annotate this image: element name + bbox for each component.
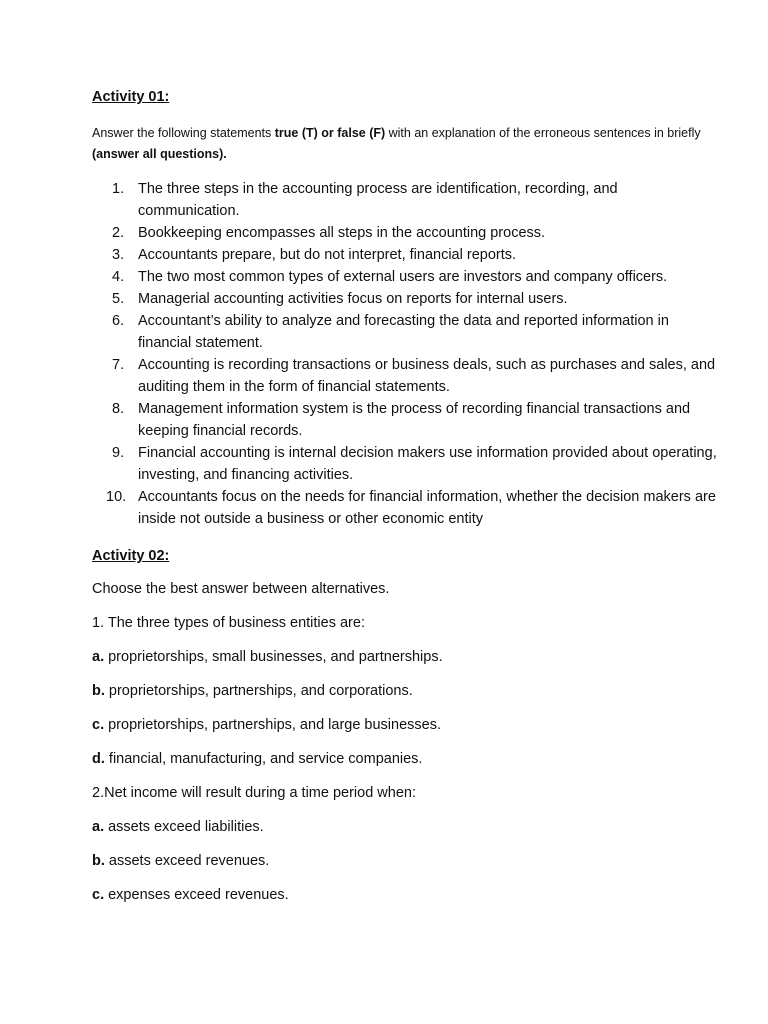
statement-number: 7. (112, 357, 125, 373)
statement-text: Management information system is the process of recording financial transactions and keeping financial records. (138, 401, 691, 439)
statement-text: The three steps in the accounting process are identification, recording, and communication. (138, 181, 618, 219)
statement-number: 9. (112, 445, 125, 461)
statement-number: 3. (112, 247, 125, 263)
statement-number: 1. (112, 181, 125, 197)
statement-item (92, 266, 722, 288)
statement-item (92, 178, 722, 222)
instruction-text: Answer the following statements (92, 126, 275, 140)
statement-item (92, 398, 722, 442)
statement-text: Accountants prepare, but do not interpret, financial reports. (138, 247, 517, 263)
option-text: proprietorships, partnerships, and corporations. (104, 683, 413, 699)
option-letter: b. (92, 683, 105, 699)
statement-text: Bookkeeping encompasses all steps in the accounting process. (138, 225, 546, 241)
option-letter: d. (92, 751, 105, 767)
option-1b (92, 681, 722, 701)
true-false-statement-list (92, 178, 722, 530)
option-1d (92, 749, 722, 769)
question-2: 2.Net income will result during a time period when: (92, 785, 416, 801)
statement-text: The two most common types of external users are investors and company officers. (138, 269, 668, 285)
statement-item (92, 244, 722, 266)
activity-02-heading: Activity 02: (92, 548, 170, 564)
option-2a (92, 817, 722, 837)
activity-01-instruction (92, 123, 722, 165)
statement-item (92, 222, 722, 244)
instruction-bold-true-false: true (T) or false (F) (274, 126, 386, 140)
statement-number: 6. (112, 313, 125, 329)
option-text: financial, manufacturing, and service companies. (104, 751, 423, 767)
statement-text: Financial accounting is internal decision makers use information provided about operating, investing, and financing activities. (138, 445, 717, 483)
statement-number: 8. (112, 401, 125, 417)
option-letter: c. (92, 717, 105, 733)
option-text: proprietorships, small businesses, and partnerships. (104, 649, 443, 665)
option-letter: b. (92, 853, 105, 869)
option-letter: c. (92, 887, 105, 903)
statement-number: 5. (112, 291, 125, 307)
option-text: expenses exceed revenues. (104, 887, 289, 903)
statement-text: Accountants focus on the needs for financial information, whether the decision makers are inside not outside a business or other economic entity (138, 489, 716, 527)
question-1: 1. The three types of business entities are: (92, 615, 365, 631)
option-2c (92, 885, 722, 905)
statement-number: 4. (112, 269, 125, 285)
statement-number: 10. (106, 489, 127, 505)
statement-text: Accountant’s ability to analyze and forecasting the data and reported information in financial statement. (138, 313, 669, 351)
instruction-text: with an explanation of the erroneous sentences in briefly (385, 126, 701, 140)
statement-item (92, 442, 722, 486)
document-page (92, 88, 722, 905)
option-1c (92, 715, 722, 735)
option-text: assets exceed liabilities. (104, 819, 264, 835)
option-letter: a. (92, 649, 105, 665)
statement-item (92, 310, 722, 354)
statement-item (92, 288, 722, 310)
option-1a (92, 647, 722, 667)
option-2b (92, 851, 722, 871)
instruction-bold-answer-all: (answer all questions). (92, 147, 227, 161)
statement-item (92, 486, 722, 530)
activity-01-heading: Activity 01: (92, 89, 170, 105)
statement-item (92, 354, 722, 398)
option-text: assets exceed revenues. (104, 853, 270, 869)
statement-number: 2. (112, 225, 125, 241)
activity-02-instruction: Choose the best answer between alternatives. (92, 581, 390, 597)
statement-text: Managerial accounting activities focus on reports for internal users. (138, 291, 568, 307)
option-letter: a. (92, 819, 105, 835)
option-text: proprietorships, partnerships, and large businesses. (104, 717, 441, 733)
statement-text: Accounting is recording transactions or business deals, such as purchases and sales, and auditing them in the form of financial statements. (138, 357, 716, 395)
